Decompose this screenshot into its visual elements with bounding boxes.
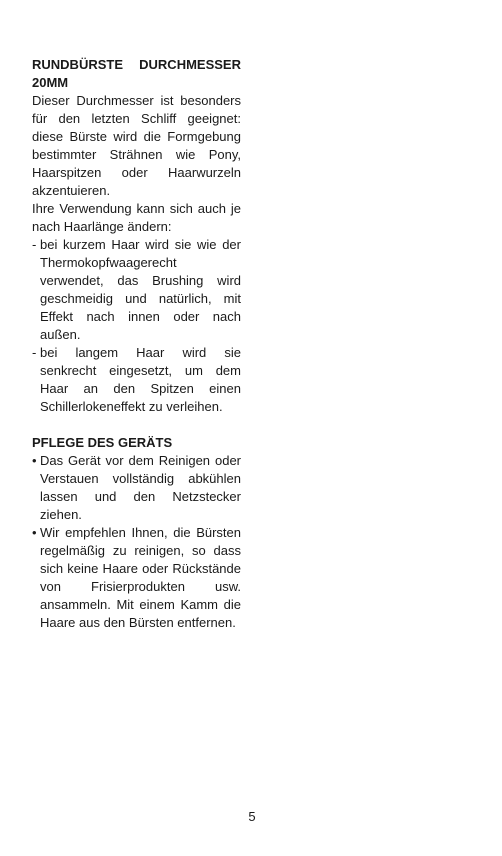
list-item-text: bei langem Haar wird sie senkrecht eingesetzt, um dem Haar an den Spitzen einen Schillerlokeneffekt zu verleihen. (40, 345, 241, 414)
section-heading-care: PFLEGE DES GERÄTS (32, 435, 173, 450)
page-number: 5 (248, 809, 256, 824)
bullet-marker: • (32, 525, 37, 540)
usage-list (32, 236, 241, 416)
list-item (32, 452, 241, 524)
list-item (32, 236, 241, 344)
paragraph-description: Dieser Durchmesser ist besonders für den letzten Schliff geeignet: diese Bürste wird die Formgebung bestimmter Strähnen wie Pony, Haarspitzen oder Haarwurzeln akzentuieren. (32, 93, 241, 198)
care-list (32, 452, 241, 632)
section-heading-round-brush: RUNDBÜRSTE DURCHMESSER 20MM (32, 57, 241, 90)
list-item-text: Das Gerät vor dem Reinigen oder Verstauen vollständig abkühlen lassen und den Netzstecker ziehen. (40, 453, 241, 522)
paragraph-usage-intro: Ihre Verwendung kann sich auch je nach Haarlänge ändern: (32, 201, 241, 234)
list-item (32, 344, 241, 416)
text-column (32, 56, 241, 632)
dash-marker: - (32, 237, 37, 252)
list-item (32, 524, 241, 632)
list-item-text: Wir empfehlen Ihnen, die Bürsten regelmäßig zu reinigen, so dass sich keine Haare oder Rückstände von Frisierprodukten usw. ansammeln. Mit einem Kamm die Haare aus den Bürsten entfernen. (40, 525, 241, 630)
section-spacer (32, 416, 241, 434)
list-item-text: bei kurzem Haar wird sie wie der Thermokopfwaagerecht verwendet, das Brushing wird geschmeidig und natürlich, mit Effekt nach innen oder nach außen. (40, 237, 241, 342)
dash-marker: - (32, 345, 37, 360)
bullet-marker: • (32, 453, 37, 468)
